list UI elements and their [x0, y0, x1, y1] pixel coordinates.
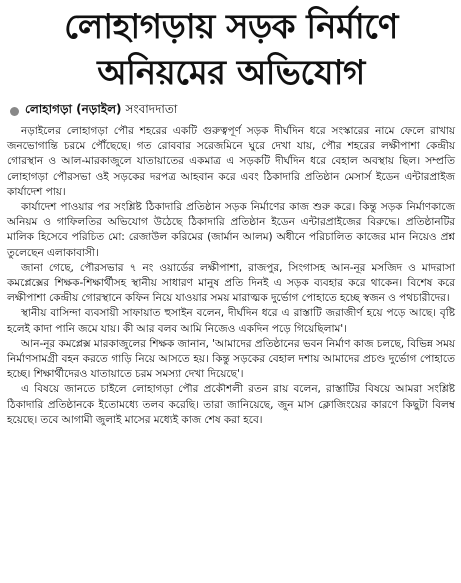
- article-paragraph: স্থানীয় বাসিন্দা ব্যবসায়ী সাফায়াত হুসাইন বলেন, দীর্ঘদিন ধরে এ রাস্তাটি জরাজীর্ণ হয়ে পড়ে আছে। বৃষ্টি হলেই কাদা পানি জমে যায়। কী আর বলব আমি নিজেও একদিন পড়ে গিয়েছিলাম'।: [7, 307, 455, 335]
- article-paragraph: আন-নূর কমপ্লেক্স মারকাজুলের শিক্ষক জানান, 'আমাদের প্রতিষ্ঠানের ভবন নির্মাণ কাজ চলছে, বিভিন্ন সময় নির্মাণসামগ্রী বহন করতে গাড়ি নিয়ে আসতে হয়। কিন্তু সড়কের বেহাল দশায় আমাদের প্রচণ্ড দুর্ভোগ পোহাতে হচ্ছে। শিক্ষার্থীদেরও যাতায়াতে চরম সমস্যা দেখা দিয়েছে'।: [7, 337, 455, 381]
- article-paragraph: জানা গেছে, পৌরসভার ৭ নং ওয়ার্ডের লক্ষীপাশা, রাজপুর, সিংগাসহ আন-নূর মসজিদ ও মাদরাসা কমপ্লেক্সের শিক্ষক-শিক্ষার্থীসহ স্থানীয় সাধারণ মানুষ প্রতি দিনই এ সড়ক ব্যবহার করে থাকেন। বিশেষ করে লক্ষীপাশা কেন্দ্রীয় গোরস্থানে কফিন নিয়ে যাওয়ার সময় মারাত্মক দুর্ভোগ পোহাতে হচ্ছে স্বজন ও পথচারীদের।: [7, 261, 455, 305]
- article-body: [7, 124, 455, 428]
- byline: [7, 102, 455, 120]
- article-paragraph: নড়াইলের লোহাগড়া পৌর শহরের একটি গুরুত্বপূর্ণ সড়ক দীর্ঘদিন ধরে সংস্কারের নামে ফেলে রাখায় জনভোগান্তি চরমে পৌঁছেছে। গত রোববার সরেজমিনে ঘুরে দেখা যায়, পৌর শহরের লক্ষীপাশা কেন্দ্রীয় গোরস্থান ও আল-মারকাজুলে যাতায়াতের একমাত্র এ সড়কটি দীর্ঘদিন ধরে বেহাল অবস্থায় ছিল। সম্প্রতি লোহাগড়া পৌরসভা ওই সড়কের দরপত্র আহবান করে এবং ঠিকাদারি প্রতিষ্ঠান মেসার্স ইডেন এন্টারপ্রাইজ কার্যাদেশ পায়।: [7, 125, 455, 198]
- byline-place: লোহাগড়া (নড়াইল): [25, 102, 122, 116]
- byline-role: সংবাদদাতা: [125, 102, 178, 116]
- headline-line-2: অনিয়মের অভিযোগ: [97, 53, 365, 93]
- article-paragraph: কার্যাদেশ পাওয়ার পর সংশ্লিষ্ট ঠিকাদারি প্রতিষ্ঠান সড়ক নির্মাণের কাজ শুরু করে। কিন্তু সড়ক নির্মাণকাজে অনিয়ম ও গাফিলতির অভিযোগ উঠেছে ঠিকাদারি প্রতিষ্ঠান ইডেন এন্টারপ্রাইজের বিরুদ্ধে। প্রতিষ্ঠানটির মালিক হিসেবে পরিচিত মো: রেজাউল করিমের (জার্মান আলম) অধীনে পরিচালিত কাজের মান নিয়েও প্রশ্ন তুলেছেন এলাকাবাসী।: [7, 201, 455, 259]
- headline-line-1: লোহাগড়ায় সড়ক নির্মাণে: [64, 7, 398, 47]
- article-paragraph: এ বিষয়ে জানতে চাইলে লোহাগড়া পৌর প্রকৌশলী রতন রায় বলেন, রাস্তাটির বিষয়ে আমরা সংশ্লিষ্ট ঠিকাদারি প্রতিষ্ঠানকে ইতোমধ্যে তলব করেছি। তারা জানিয়েছে, জুন মাস ক্লোজিংয়ের কারণে কিছুটা বিলম্ব হয়েছে। তবে আগামী জুলাই মাসের মধ্যেই কাজ শেষ করা হবে।: [7, 383, 455, 426]
- bullet-icon: [10, 107, 19, 116]
